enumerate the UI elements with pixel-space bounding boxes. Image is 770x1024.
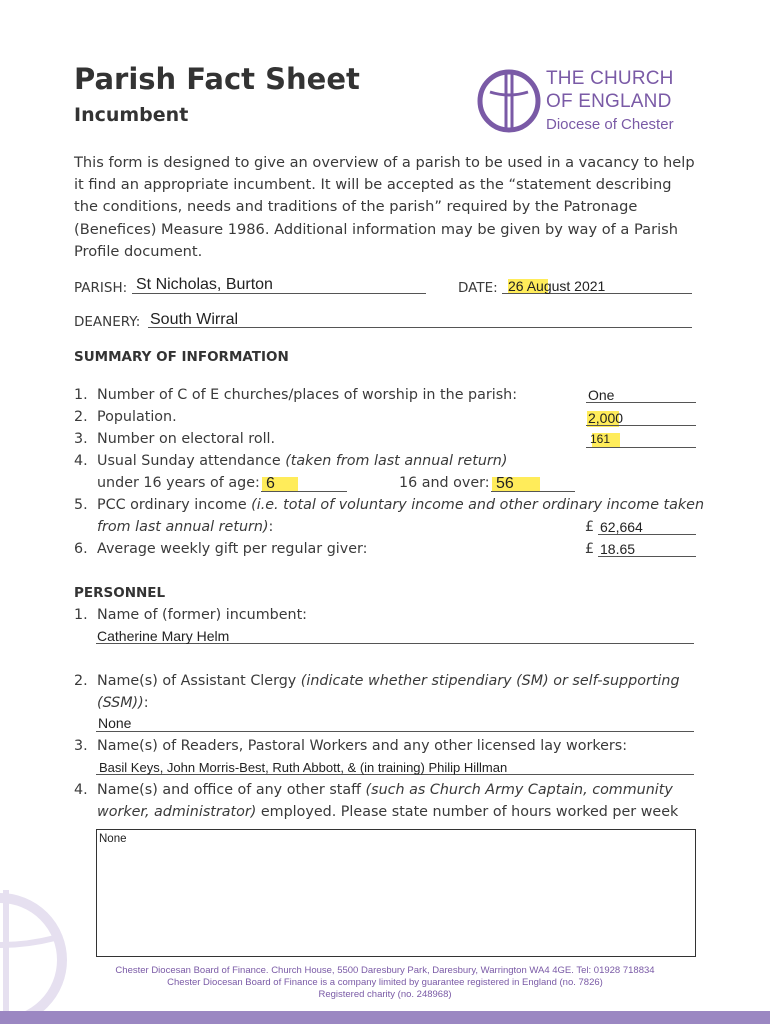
deanery-field[interactable]: South Wirral: [150, 311, 239, 328]
pcc-income-note-2: from last annual return): [97, 519, 269, 535]
readers-question: Name(s) of Readers, Pastoral Workers and any other licensed lay workers:: [97, 738, 628, 754]
assistant-clergy-colon: :: [143, 695, 149, 711]
intro-paragraph: This form is designed to give an overview of a parish to be used in a vacancy to help it find an appropriate incumbent. It will be accepted as the “statement describing the conditions, needs and traditions of the parish” required by the Patronage (Benefices) Measure 1986. Additional information may be given by way of a Parish Profile document.: [74, 154, 695, 260]
electoral-line: [586, 447, 696, 448]
personnel-item-num: 4.: [74, 782, 88, 798]
summary-heading: SUMMARY OF INFORMATION: [74, 349, 289, 365]
personnel-item-num: 2.: [74, 673, 88, 689]
logo-line-1: THE CHURCH: [546, 68, 674, 89]
summary-item-population: Population.: [97, 409, 177, 425]
assistant-clergy-field[interactable]: None: [98, 715, 132, 731]
footer-line-3: Registered charity (no. 248968): [318, 989, 452, 1000]
summary-item-attendance: Usual Sunday attendance: [97, 453, 286, 469]
over16-field[interactable]: 56: [496, 475, 514, 492]
former-incumbent-question: Name of (former) incumbent:: [97, 607, 307, 623]
summary-item-weekly-gift: Average weekly gift per regular giver:: [97, 541, 368, 557]
weekly-gift-field[interactable]: 18.65: [600, 541, 636, 557]
assistant-clergy-line: [96, 731, 694, 732]
summary-item-pcc-income: PCC ordinary income: [97, 497, 252, 513]
assistant-clergy-question: Name(s) of Assistant Clergy: [97, 673, 301, 689]
logo-line-2: OF ENGLAND: [546, 91, 672, 112]
pcc-currency: £: [585, 519, 595, 535]
parish-field[interactable]: St Nicholas, Burton: [136, 276, 273, 293]
footer-line-1: Chester Diocesan Board of Finance. Church House, 5500 Daresbury Park, Daresbury, Warrington WA4 4GE. Tel: 01928 718834: [115, 965, 655, 976]
population-field[interactable]: 2,000: [588, 410, 624, 426]
personnel-heading: PERSONNEL: [74, 585, 166, 601]
parish-label: PARISH:: [74, 280, 128, 296]
date-label: DATE:: [458, 280, 498, 296]
pcc-income-colon: :: [268, 519, 274, 535]
summary-item-num: 6.: [74, 541, 88, 557]
other-staff-textbox[interactable]: [96, 829, 696, 957]
summary-item-num: 3.: [74, 431, 88, 447]
pcc-income-note: (i.e. total of voluntary income and other ordinary income taken: [251, 497, 705, 513]
assistant-clergy-note: (indicate whether stipendiary (SM) or self-supporting: [300, 673, 680, 689]
readers-field[interactable]: Basil Keys, John Morris-Best, Ruth Abbott, & (in training) Philip Hillman: [99, 760, 508, 775]
other-staff-field-text: None: [99, 833, 127, 845]
other-staff-note: (such as Church Army Captain, community: [365, 782, 673, 798]
summary-item-churches: Number of C of E churches/places of worship in the parish:: [97, 387, 518, 403]
summary-item-num: 5.: [74, 497, 88, 513]
other-staff-note-2: worker, administrator): [97, 804, 257, 820]
footer-line-2: Chester Diocesan Board of Finance is a company limited by guarantee registered in England (no. 7826): [167, 977, 603, 988]
assistant-clergy-note-2: (SSM)): [97, 695, 144, 711]
former-incumbent-field[interactable]: Catherine Mary Helm: [97, 628, 230, 644]
footer-bar: [0, 1011, 770, 1024]
summary-item-electoral-roll: Number on electoral roll.: [97, 431, 276, 447]
logo-line-3: Diocese of Chester: [546, 116, 674, 133]
under16-label: under 16 years of age:: [97, 475, 260, 491]
gift-currency: £: [585, 541, 595, 557]
page-title: Parish Fact Sheet: [74, 62, 360, 96]
electoral-roll-field[interactable]: 161: [590, 432, 611, 446]
summary-item-num: 1.: [74, 387, 88, 403]
date-field[interactable]: 26 August 2021: [508, 278, 606, 294]
personnel-item-num: 3.: [74, 738, 88, 754]
page-subtitle: Incumbent: [74, 104, 189, 126]
over16-label: 16 and over:: [399, 475, 490, 491]
summary-item-num: 2.: [74, 409, 88, 425]
churches-field[interactable]: One: [588, 387, 615, 403]
deanery-label: DEANERY:: [74, 314, 141, 330]
cross-circle-logo-icon: [476, 68, 542, 134]
summary-item-num: 4.: [74, 453, 88, 469]
personnel-item-num: 1.: [74, 607, 88, 623]
under16-field[interactable]: 6: [266, 475, 275, 492]
pcc-income-field[interactable]: 62,664: [600, 519, 643, 535]
attendance-note: (taken from last annual return): [285, 453, 508, 469]
other-staff-tail: employed. Please state number of hours worked per week: [256, 804, 679, 820]
other-staff-question: Name(s) and office of any other staff: [97, 782, 366, 798]
